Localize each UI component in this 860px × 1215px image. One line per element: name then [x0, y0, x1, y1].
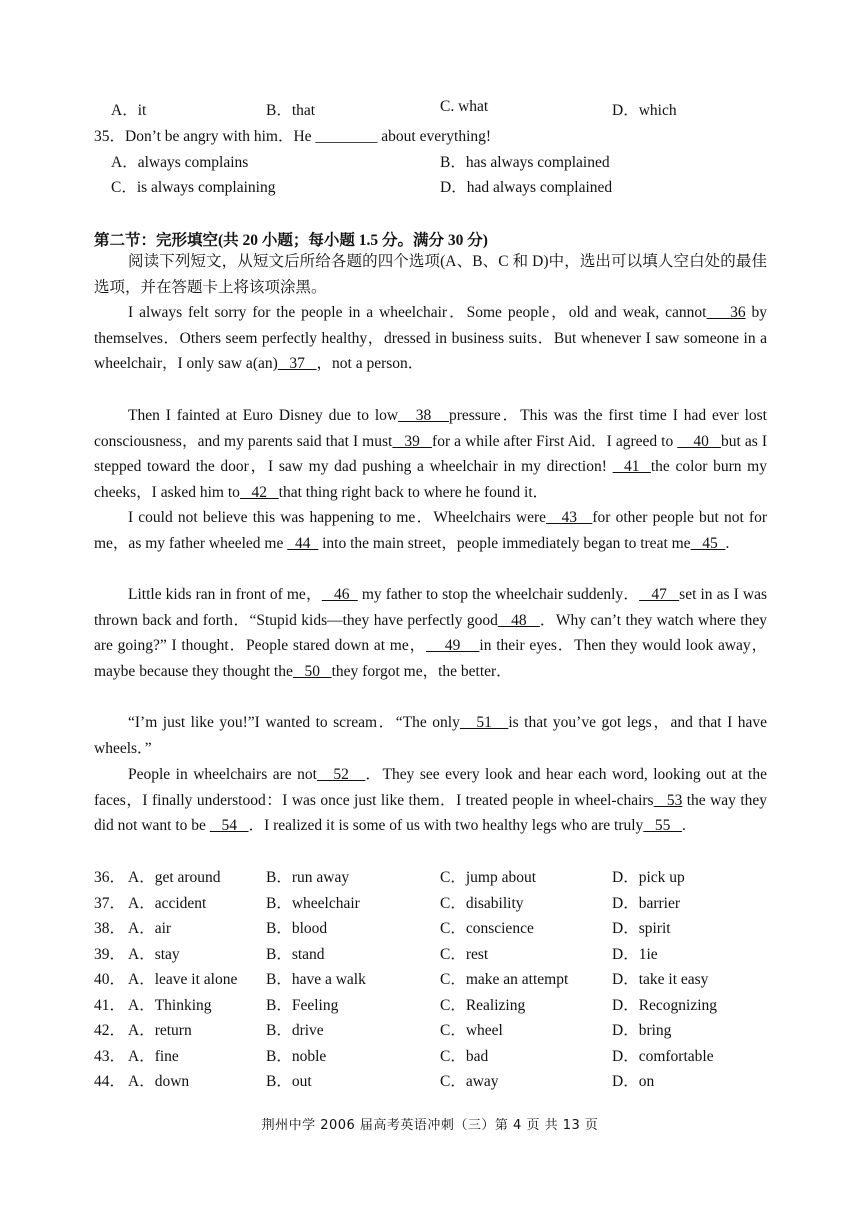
passage-text: Then I fainted at Euro Disney due to low — [128, 407, 399, 424]
question-row — [0, 865, 860, 887]
passage-text: for a while after First Aid．I agreed to — [432, 432, 678, 450]
option-d: D．pick up — [612, 869, 685, 886]
question-row — [0, 1044, 860, 1066]
option-a: A．always complains — [111, 154, 249, 171]
passage-text: the color burn my cheeks，I asked him to — [94, 458, 767, 501]
question-number: 41． — [94, 996, 126, 1014]
passage-text: “I’m just like you!”I wanted to scream．“The only — [128, 714, 460, 731]
option-c: C．away — [440, 1073, 499, 1090]
passage-paragraph — [94, 300, 767, 377]
question-row — [0, 1069, 860, 1091]
option-a: A．down — [128, 1073, 190, 1090]
option-b: B．that — [266, 102, 316, 119]
passage-text: by themselves．Others seem perfectly healthy，dressed in business suits．But whenever I saw someone in a wheelchair，I only saw a(an) — [94, 304, 767, 373]
option-a: A．Thinking — [128, 996, 212, 1014]
passage-text: set in as I was thrown back and forth．“Stupid kids—they have perfectly good — [94, 586, 768, 629]
cloze-blank: 55 — [643, 817, 683, 835]
option-d: D．1ie — [612, 945, 658, 963]
option-c: C．bad — [440, 1047, 489, 1065]
option-c: C．wheel — [440, 1022, 503, 1039]
passage-text: ．They see every look and hear each word, looking out at the faces，I finally understood：I was once just like them．I treated people in wheel-chairs — [94, 766, 767, 809]
cloze-blank: 43 — [546, 509, 593, 526]
passage-paragraph — [94, 403, 767, 505]
cloze-blank: 49 — [425, 637, 480, 655]
q34-options — [0, 98, 860, 120]
question-row — [0, 916, 860, 938]
passage-text: for other people but not for me，as my father wheeled me — [94, 509, 767, 552]
question-row — [0, 891, 860, 913]
passage-text: is that you’ve got legs，and that I have wheels．” — [94, 714, 768, 757]
q35-options-row1 — [0, 150, 860, 172]
option-d: D．barrier — [612, 894, 680, 912]
passage-paragraph — [94, 762, 767, 839]
option-d: D．Recognizing — [612, 996, 718, 1014]
option-a: A．return — [128, 1022, 192, 1039]
cloze-blank: 40 — [677, 432, 722, 450]
option-c: C．make an attempt — [440, 971, 569, 988]
cloze-blank: 50 — [292, 662, 332, 680]
option-a: A．get around — [128, 869, 221, 886]
passage-text: I could not believe this was happening to me．Wheelchairs were — [128, 509, 547, 526]
option-b: B．noble — [266, 1047, 327, 1065]
option-a: A．fine — [128, 1047, 179, 1065]
passage-text: my father to stop the wheelchair suddenly． — [357, 586, 640, 603]
option-b: B．stand — [266, 945, 325, 963]
passage-text: that thing right back to where he found it． — [278, 483, 549, 501]
question-number: 39． — [94, 945, 126, 963]
option-a: A．it — [111, 102, 147, 119]
option-c: C. what — [440, 98, 489, 115]
passage-text: they forgot me，the better． — [331, 662, 512, 680]
cloze-blank: 53 — [653, 791, 683, 809]
option-c: C．is always complaining — [111, 179, 276, 196]
option-b: B．have a walk — [266, 971, 366, 988]
cloze-blank: 51 — [459, 714, 509, 731]
option-d: D．spirit — [612, 920, 671, 937]
option-b: B．Feeling — [266, 996, 339, 1014]
cloze-blank: 44 — [287, 534, 319, 552]
option-d: D．comfortable — [612, 1047, 714, 1065]
section-title: 第二节：完形填空(共 20 小题；每小题 1.5 分。满分 30 分) — [94, 232, 488, 249]
passage-text: Little kids ran in front of me， — [128, 586, 322, 603]
option-b: B．drive — [266, 1022, 324, 1039]
page-footer: 荆州中学 2006 届高考英语冲刺（三）第 4 页 共 13 页 — [261, 1118, 599, 1133]
cloze-blank: 41 — [612, 458, 651, 476]
cloze-blank: 45 — [690, 534, 726, 552]
passage-text: the way they did not want to be — [94, 791, 768, 835]
option-b: B．wheelchair — [266, 894, 360, 912]
option-d: D．had always complained — [440, 179, 613, 196]
option-a: A．accident — [128, 894, 207, 912]
question-number: 38． — [94, 920, 126, 937]
question-number: 37． — [94, 894, 126, 912]
question-number: 42． — [94, 1022, 126, 1039]
passage-text: ．Why can’t they watch where they are going?” I thought．People stared down at me， — [94, 611, 767, 655]
cloze-blank: 46 — [321, 586, 358, 603]
cloze-blank: 42 — [239, 483, 279, 501]
option-b: B．out — [266, 1073, 312, 1090]
cloze-blank: 36 — [706, 304, 746, 321]
option-c: C．conscience — [440, 920, 534, 937]
passage-text: in their eyes．Then they would look away，maybe because they thought the — [94, 637, 768, 680]
cloze-blank: 37 — [277, 355, 317, 373]
option-c: C．rest — [440, 945, 489, 963]
passage-text: ．I realized it is some of us with two healthy legs who are truly — [248, 817, 644, 835]
cloze-blank: 54 — [209, 817, 249, 835]
option-b: B．has always complained — [440, 154, 610, 171]
option-c: C．disability — [440, 894, 524, 912]
passage-text: pressure．This was the first time I had ever lost consciousness，and my parents said that I must — [94, 407, 767, 450]
passage-text: . — [682, 817, 686, 835]
passage-text: into the main street，people immediately began to treat me — [318, 534, 691, 552]
passage-text: . — [725, 534, 730, 552]
question-row — [0, 942, 860, 964]
cloze-blank: 52 — [316, 766, 366, 783]
passage-text: People in wheelchairs are not — [128, 766, 317, 783]
q35-options-row2 — [0, 175, 860, 197]
question-row — [0, 993, 860, 1015]
q35-stem: 35．Don’t be angry with him．He ________ about everything! — [94, 128, 492, 145]
question-row — [0, 967, 860, 989]
passage-text: ，not a person． — [316, 355, 424, 373]
option-a: A．stay — [128, 945, 180, 963]
option-c: C．jump about — [440, 869, 537, 886]
cloze-blank: 48 — [497, 611, 540, 629]
option-b: B．blood — [266, 920, 328, 937]
option-c: C．Realizing — [440, 996, 526, 1014]
option-a: A．leave it alone — [128, 971, 238, 988]
option-d: D．on — [612, 1073, 655, 1090]
option-d: D．which — [612, 102, 677, 119]
option-a: A．air — [128, 920, 172, 937]
cloze-blank: 47 — [639, 586, 680, 603]
passage-text: but as I stepped toward the door，I saw my dad pushing a wheelchair in my direction! — [94, 432, 767, 476]
question-number: 36． — [94, 869, 126, 886]
option-d: D．take it easy — [612, 971, 709, 988]
cloze-blank: 38 — [398, 407, 449, 424]
question-number: 43． — [94, 1047, 126, 1065]
question-number: 40． — [94, 971, 126, 988]
section-instruction: 阅读下列短文，从短文后所给各题的四个选项(A、B、C 和 D)中，选出可以填人空白处的最佳选项，并在答题卡上将该项涂黑。 — [94, 253, 767, 296]
passage-paragraph — [94, 710, 767, 761]
question-number: 44． — [94, 1073, 126, 1090]
cloze-blank: 39 — [392, 432, 433, 450]
passage-paragraph — [94, 505, 767, 556]
option-b: B．run away — [266, 869, 350, 886]
question-row — [0, 1018, 860, 1040]
passage-paragraph — [94, 582, 767, 684]
option-d: D．bring — [612, 1022, 672, 1039]
passage-text: I always felt sorry for the people in a wheelchair．Some people，old and weak, cannot — [128, 304, 707, 321]
